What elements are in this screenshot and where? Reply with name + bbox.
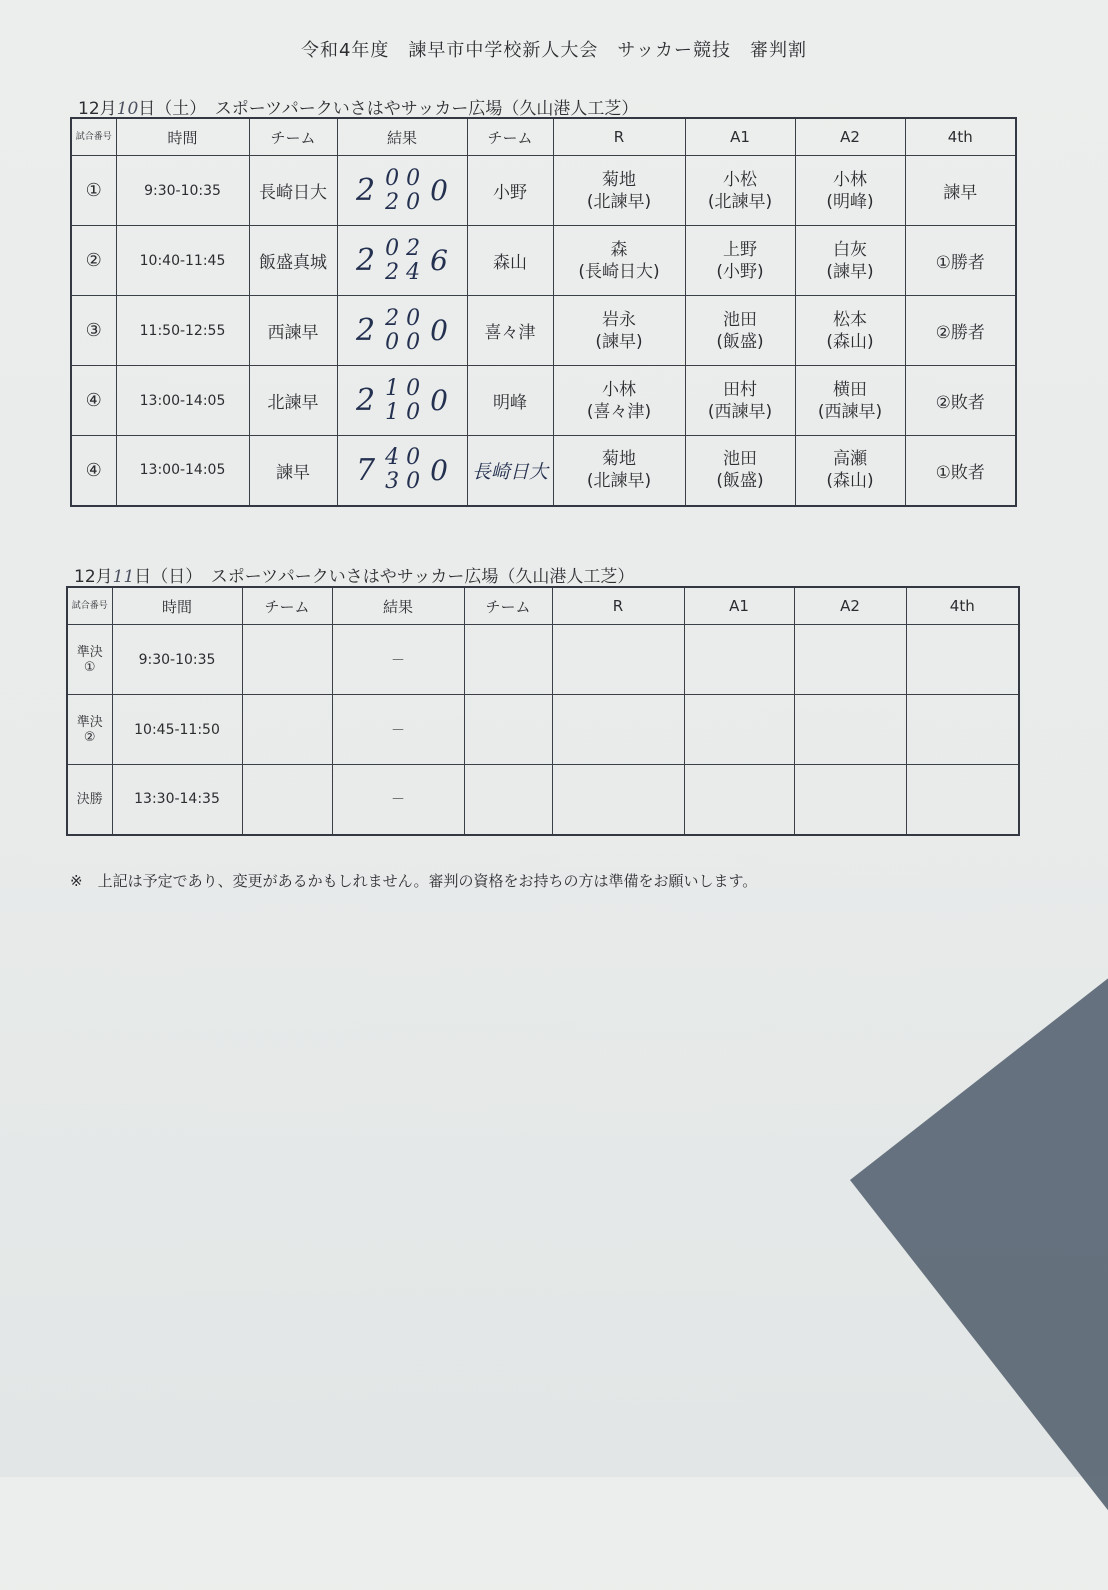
table-row [71,296,1016,366]
result-cell [337,296,467,366]
score-halves [385,377,420,425]
day1-schedule-table [70,117,1017,507]
referee-name: 小林 [602,379,636,400]
match-time: 13:30-14:35 [112,765,242,835]
away-team: 明峰 [467,366,553,436]
home-team: 西諫早 [249,296,337,366]
fourth-official: ②敗者 [905,366,1016,436]
assistant-2-school: (西諫早) [817,401,883,422]
score-first-half: 4 0 [385,445,421,471]
document-title: 令和4年度 諫早市中学校新人大会 サッカー競技 審判割 [300,40,808,61]
score-halves [385,446,420,494]
referee-cell [552,625,684,695]
referee-cell [553,296,685,366]
score-total-home: 2 [356,383,376,418]
header-time: 時間 [116,118,249,156]
score-halves [385,307,420,355]
match-stage [67,695,112,765]
day1-date-prefix: 12月 [78,99,117,119]
score-first-half: 1 0 [385,375,421,401]
referee-cell [552,695,684,765]
header-time: 時間 [112,587,242,625]
result-cell: － [332,625,464,695]
day2-caption [74,562,634,587]
referee-school: (喜々津) [586,401,652,422]
match-stage [67,625,112,695]
header-assistant-1: A1 [684,587,794,625]
header-team-a: チーム [242,587,332,625]
referee-cell [553,156,685,226]
assistant-2-school: (森山) [826,471,874,492]
score-total-away: 0 [430,384,448,417]
home-team [242,695,332,765]
assistant-1-school: (飯盛) [716,471,764,492]
day2-header-row [67,587,1019,625]
assistant-1-school: (西諫早) [707,401,773,422]
header-match-no: 試合番号 [67,587,112,625]
day1-date-suffix: 日（土） スポーツパークいさはやサッカー広場（久山港人工芝） [138,99,639,119]
match-time: 10:45-11:50 [112,695,242,765]
fourth-official: ①敗者 [905,436,1016,506]
day1-caption [78,94,638,119]
match-number: ③ [71,296,116,366]
assistant-1-cell [684,695,794,765]
score-total-home: 2 [356,243,376,278]
header-assistant-2: A2 [794,587,906,625]
home-team [242,625,332,695]
table-row [67,695,1019,765]
fourth-official: 諫早 [905,156,1016,226]
home-team: 飯盛真城 [249,226,337,296]
assistant-2-cell [795,296,905,366]
match-time: 9:30-10:35 [112,625,242,695]
assistant-1-name: 田村 [723,379,757,400]
stage-label: ② [83,729,96,745]
referee-school: (北諫早) [586,471,652,492]
assistant-2-cell [795,436,905,506]
header-team-a: チーム [249,118,337,156]
assistant-1-name: 池田 [723,309,757,330]
referee-school: (北諫早) [586,191,652,212]
header-assistant-2: A2 [795,118,905,156]
assistant-1-school: (小野) [716,261,764,282]
result-cell [337,366,467,436]
score-second-half: 1 0 [385,399,421,425]
stage-label: ① [83,659,96,675]
match-number: ① [71,156,116,226]
score-second-half: 3 0 [385,469,421,495]
assistant-2-name: 松本 [833,309,867,330]
away-team: 喜々津 [467,296,553,366]
assistant-1-cell [685,436,795,506]
assistant-2-cell [795,366,905,436]
assistant-2-cell [794,625,906,695]
header-team-b: チーム [464,587,552,625]
referee-cell [553,226,685,296]
score-second-half: 0 0 [385,329,421,355]
day2-date-handwritten: 11 [112,567,135,587]
assistant-1-school: (飯盛) [716,331,764,352]
referee-school: (諫早) [595,331,643,352]
assistant-2-school: (明峰) [826,191,874,212]
fourth-official: ②勝者 [905,296,1016,366]
referee-name: 菊地 [602,169,636,190]
referee-name: 森 [610,239,628,260]
footnote: ※ 上記は予定であり、変更があるかもしれません。審判の資格をお持ちの方は準備をお願いします。 [70,872,758,890]
score-first-half: 0 0 [385,165,421,191]
match-time: 13:00-14:05 [116,436,249,506]
referee-school: (長崎日大) [578,261,660,282]
away-team [464,625,552,695]
table-row [71,156,1016,226]
referee-cell [552,765,684,835]
home-team: 北諫早 [249,366,337,436]
header-team-b: チーム [467,118,553,156]
shadow-overlay [850,860,1108,1590]
referee-cell [553,436,685,506]
score-total-away: 0 [430,314,448,347]
score-total-home: 2 [356,313,376,348]
score-total-away: 0 [430,174,448,207]
score-second-half: 2 0 [385,189,421,215]
header-assistant-1: A1 [685,118,795,156]
stage-label: 決勝 [76,791,103,807]
stage-label: 準決 [76,714,103,730]
day2-date-prefix: 12月 [74,567,113,587]
assistant-2-name: 高瀬 [833,449,867,470]
home-team: 諫早 [249,436,337,506]
result-cell [337,226,467,296]
away-team [464,765,552,835]
match-number: ④ [71,366,116,436]
away-team [464,695,552,765]
handwritten-score [338,237,467,285]
assistant-1-name: 上野 [723,239,757,260]
fourth-official [906,625,1019,695]
referee-name: 岩永 [602,309,636,330]
handwritten-score [338,167,467,215]
result-cell: － [332,765,464,835]
handwritten-score [338,377,467,425]
referee-name: 菊地 [602,449,636,470]
away-team: 小野 [467,156,553,226]
assistant-1-cell [684,765,794,835]
away-team-handwritten: 長崎日大 [467,436,553,506]
day1-date-handwritten: 10 [116,99,139,119]
table-row [67,625,1019,695]
assistant-2-name: 小林 [833,169,867,190]
score-halves [385,167,420,215]
score-total-away: 6 [430,244,448,277]
score-total-away: 0 [430,453,448,487]
score-first-half: 2 0 [385,305,421,331]
assistant-1-cell [685,156,795,226]
assistant-2-school: (諫早) [826,261,874,282]
match-time: 13:00-14:05 [116,366,249,436]
table-row [67,765,1019,835]
header-result: 結果 [332,587,464,625]
handwritten-score [338,446,467,494]
home-team: 長崎日大 [249,156,337,226]
result-cell [337,156,467,226]
result-cell: － [332,695,464,765]
referee-cell [553,366,685,436]
match-time: 11:50-12:55 [116,296,249,366]
assistant-2-cell [795,156,905,226]
day1-header-row [71,118,1016,156]
score-first-half: 0 2 [385,235,421,261]
table-row [71,226,1016,296]
fourth-official: ①勝者 [905,226,1016,296]
header-fourth-official: 4th [906,587,1019,625]
assistant-1-name: 小松 [723,169,757,190]
score-total-home: 2 [356,173,376,208]
header-result: 結果 [337,118,467,156]
stage-label: 準決 [76,644,103,660]
handwritten-score [338,307,467,355]
assistant-1-name: 池田 [723,449,757,470]
match-stage [67,765,112,835]
score-halves [385,237,420,285]
assistant-1-cell [685,296,795,366]
assistant-1-cell [685,226,795,296]
header-referee: R [553,118,685,156]
away-team: 森山 [467,226,553,296]
header-referee: R [552,587,684,625]
assistant-1-school: (北諫早) [707,191,773,212]
day2-date-suffix: 日（日） スポーツパークいさはやサッカー広場（久山港人工芝） [134,567,635,587]
assistant-1-cell [685,366,795,436]
assistant-2-cell [794,695,906,765]
fourth-official [906,765,1019,835]
score-second-half: 2 4 [385,259,421,285]
assistant-1-cell [684,625,794,695]
assistant-2-name: 横田 [833,379,867,400]
home-team [242,765,332,835]
table-row [71,436,1016,506]
match-number: ④ [71,436,116,506]
assistant-2-cell [795,226,905,296]
assistant-2-name: 白灰 [833,239,867,260]
table-row [71,366,1016,436]
match-time: 10:40-11:45 [116,226,249,296]
result-cell [337,436,467,506]
match-time: 9:30-10:35 [116,156,249,226]
header-match-no: 試合番号 [71,118,116,156]
assistant-2-cell [794,765,906,835]
assistant-2-school: (森山) [826,331,874,352]
score-total-home: 7 [356,452,376,488]
match-number: ② [71,226,116,296]
fourth-official [906,695,1019,765]
header-fourth-official: 4th [905,118,1016,156]
day2-schedule-table [66,586,1020,836]
